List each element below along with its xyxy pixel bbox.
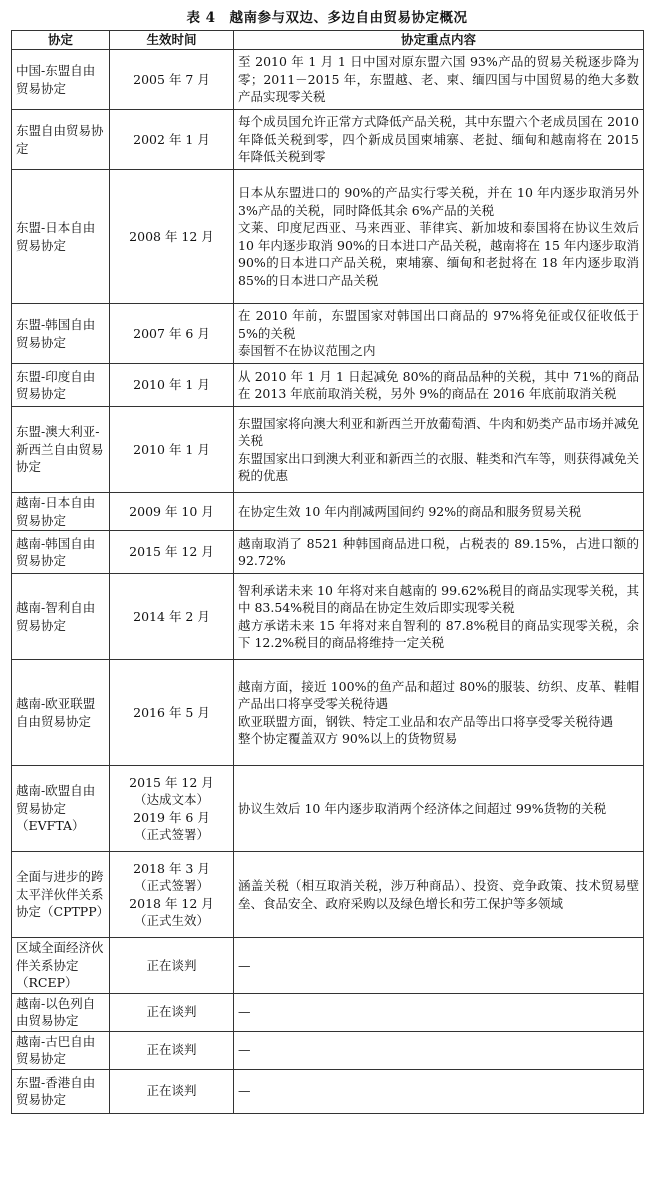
- effective-date: [110, 766, 234, 852]
- table-row: [12, 407, 644, 493]
- header-key-content: 协定重点内容: [234, 31, 644, 50]
- table-row: [12, 1069, 644, 1113]
- header-agreement: 协定: [12, 31, 110, 50]
- effective-date-line: 正在谈判: [146, 957, 197, 973]
- effective-date-line: 2018 年 12 月: [129, 895, 214, 911]
- key-content-paragraph: 日本从东盟进口的 90%的产品实行零关税，并在 10 年内逐步取消另外 3%产品的关税，同时降低其余 6%产品的关税: [238, 185, 639, 218]
- key-content-paragraph: 文莱、印度尼西亚、马来西亚、菲律宾、新加坡和泰国将在协议生效后 10 年内逐步取消 90%的日本进口产品关税，越南将在 15 年内逐步取消 90%的日本进口产品关税，柬埔寨、缅甸和老挝将在 18 年内逐步取消 85%的日本进口产品关税: [238, 220, 639, 288]
- key-content-paragraph: 从 2010 年 1 月 1 日起减免 80%的商品品种的关税，其中 71%的商品在 2013 年底前取消关税，另外 9%的商品在 2016 年底前取消关税: [238, 368, 639, 401]
- effective-date-line: 2010 年 1 月: [133, 377, 210, 393]
- effective-date: [110, 574, 234, 660]
- key-content-paragraph: 越方承诺未来 15 年将对来自智利的 87.8%税目的商品实现零关税，余下 12.2%税目的商品将维持一定关税: [238, 617, 639, 650]
- effective-date: [110, 493, 234, 531]
- effective-date: [110, 938, 234, 994]
- agreement-name: 东盟-香港自由贸易协定: [12, 1069, 110, 1113]
- key-content-paragraph: 协议生效后 10 年内逐步取消两个经济体之间超过 99%货物的关税: [238, 800, 607, 816]
- effective-date-line: 2018 年 3 月: [133, 860, 210, 876]
- key-content-paragraph: —: [238, 1004, 251, 1020]
- key-content-paragraph: 每个成员国允许正常方式降低产品关税，其中东盟六个老成员国在 2010 年降低关税到零，四个新成员国柬埔寨、老挝、缅甸和越南将在 2015 年降低关税到零: [238, 114, 639, 165]
- key-content-paragraph: 东盟国家将向澳大利亚和新西兰开放葡萄酒、牛肉和奶类产品市场并减免关税: [238, 415, 639, 448]
- effective-date-line: 2007 年 6 月: [133, 325, 210, 341]
- effective-date: [110, 531, 234, 574]
- table-row: [12, 304, 644, 364]
- effective-date: [110, 170, 234, 304]
- effective-date-line: （正式签署）: [133, 878, 209, 893]
- effective-date: [110, 364, 234, 407]
- table-row: [12, 531, 644, 574]
- agreement-name: 中国-东盟自由贸易协定: [12, 50, 110, 110]
- agreement-name: 越南-韩国自由贸易协定: [12, 531, 110, 574]
- key-content-paragraph: 越南取消了 8521 种韩国商品进口税，占税表的 89.15%，占进口额的 92.72%: [238, 535, 639, 568]
- key-content: [234, 493, 644, 531]
- key-content-paragraph: 在 2010 年前，东盟国家对韩国出口商品的 97%将免征或仅征收低于 5%的关税: [238, 308, 639, 341]
- key-content: [234, 766, 644, 852]
- table-row: [12, 50, 644, 110]
- effective-date-line: 正在谈判: [146, 1083, 197, 1099]
- effective-date-line: 2008 年 12 月: [129, 228, 214, 244]
- key-content-paragraph: 整个协定覆盖双方 90%以上的货物贸易: [238, 731, 458, 746]
- effective-date-line: 2016 年 5 月: [133, 704, 210, 720]
- agreement-name: 东盟-印度自由贸易协定: [12, 364, 110, 407]
- effective-date-line: 正在谈判: [146, 1042, 197, 1058]
- agreement-name: 全面与进步的跨太平洋伙伴关系协定（CPTPP）: [12, 852, 110, 938]
- agreement-name: 东盟-日本自由贸易协定: [12, 170, 110, 304]
- agreement-name: 越南-欧亚联盟自由贸易协定: [12, 660, 110, 766]
- agreement-name: 区域全面经济伙伴关系协定（RCEP）: [12, 938, 110, 994]
- effective-date: [110, 407, 234, 493]
- key-content: [234, 304, 644, 364]
- effective-date: [110, 852, 234, 938]
- key-content: [234, 531, 644, 574]
- key-content-paragraph: 泰国暂不在协议范围之内: [238, 343, 376, 359]
- key-content-paragraph: 欧亚联盟方面，钢铁、特定工业品和农产品等出口将享受零关税待遇: [238, 713, 614, 729]
- key-content: [234, 50, 644, 110]
- key-content-paragraph: 东盟国家出口到澳大利亚和新西兰的衣服、鞋类和汽车等，则获得减免关税的优惠: [238, 450, 639, 483]
- table-row: [12, 993, 644, 1031]
- agreement-name: 东盟自由贸易协定: [12, 110, 110, 170]
- key-content: [234, 852, 644, 938]
- key-content-paragraph: 涵盖关税（相互取消关税，涉万种商品）、投资、竞争政策、技术贸易壁垒、食品安全、政府采购以及绿色增长和劳工保护等多领域: [238, 878, 639, 911]
- agreement-name: 越南-以色列自由贸易协定: [12, 993, 110, 1031]
- effective-date-line: （正式签署）: [133, 827, 209, 842]
- table-row: [12, 110, 644, 170]
- key-content: [234, 110, 644, 170]
- effective-date: [110, 110, 234, 170]
- effective-date: [110, 993, 234, 1031]
- key-content-paragraph: —: [238, 1083, 251, 1099]
- key-content: [234, 1031, 644, 1069]
- effective-date-line: 2015 年 12 月: [129, 774, 214, 790]
- effective-date-line: 2015 年 12 月: [129, 544, 214, 560]
- agreement-name: 越南-智利自由贸易协定: [12, 574, 110, 660]
- table-title: 表 4 越南参与双边、多边自由贸易协定概况: [186, 10, 468, 26]
- effective-date: [110, 1069, 234, 1113]
- effective-date-line: （正式生效）: [133, 913, 209, 928]
- table-row: [12, 364, 644, 407]
- effective-date-line: 2019 年 6 月: [133, 809, 210, 825]
- agreement-name: 越南-欧盟自由贸易协定（EVFTA）: [12, 766, 110, 852]
- fta-table: [11, 30, 644, 1114]
- effective-date-line: （达成文本）: [133, 792, 209, 807]
- effective-date-line: 正在谈判: [146, 1004, 197, 1020]
- key-content-paragraph: 至 2010 年 1 月 1 日中国对原东盟六国 93%产品的贸易关税逐步降为零；2011－2015 年，东盟越、老、柬、缅四国与中国贸易的绝大多数产品实现零关税: [238, 54, 639, 105]
- key-content-paragraph: 越南方面，接近 100%的鱼产品和超过 80%的服装、纺织、皮革、鞋帽产品出口将享受零关税待遇: [238, 678, 639, 711]
- header-effective-date: 生效时间: [110, 31, 234, 50]
- key-content: [234, 938, 644, 994]
- key-content: [234, 1069, 644, 1113]
- table-row: [12, 493, 644, 531]
- table-row: [12, 852, 644, 938]
- effective-date-line: 2010 年 1 月: [133, 441, 210, 457]
- effective-date-line: 2014 年 2 月: [133, 608, 210, 624]
- key-content: [234, 364, 644, 407]
- table-row: [12, 1031, 644, 1069]
- table-row: [12, 766, 644, 852]
- key-content-paragraph: —: [238, 1042, 251, 1058]
- agreement-name: 东盟-韩国自由贸易协定: [12, 304, 110, 364]
- effective-date-line: 2009 年 10 月: [129, 503, 214, 519]
- header-row: [12, 31, 644, 50]
- key-content: [234, 660, 644, 766]
- key-content-paragraph: —: [238, 957, 251, 973]
- agreement-name: 越南-古巴自由贸易协定: [12, 1031, 110, 1069]
- effective-date-line: 2002 年 1 月: [133, 131, 210, 147]
- key-content: [234, 407, 644, 493]
- agreement-name: 越南-日本自由贸易协定: [12, 493, 110, 531]
- key-content: [234, 170, 644, 304]
- table-row: [12, 938, 644, 994]
- key-content: [234, 993, 644, 1031]
- table-body: [12, 50, 644, 1114]
- table-row: [12, 660, 644, 766]
- effective-date: [110, 660, 234, 766]
- key-content-paragraph: 智利承诺未来 10 年将对来自越南的 99.62%税目的商品实现零关税，其中 83.54%税目的商品在协定生效后即实现零关税: [238, 582, 639, 615]
- effective-date: [110, 50, 234, 110]
- key-content-paragraph: 在协定生效 10 年内削减两国间约 92%的商品和服务贸易关税: [238, 503, 582, 519]
- effective-date: [110, 1031, 234, 1069]
- effective-date: [110, 304, 234, 364]
- key-content: [234, 574, 644, 660]
- agreement-name: 东盟-澳大利亚-新西兰自由贸易协定: [12, 407, 110, 493]
- effective-date-line: 2005 年 7 月: [133, 71, 210, 87]
- table-row: [12, 574, 644, 660]
- table-row: [12, 170, 644, 304]
